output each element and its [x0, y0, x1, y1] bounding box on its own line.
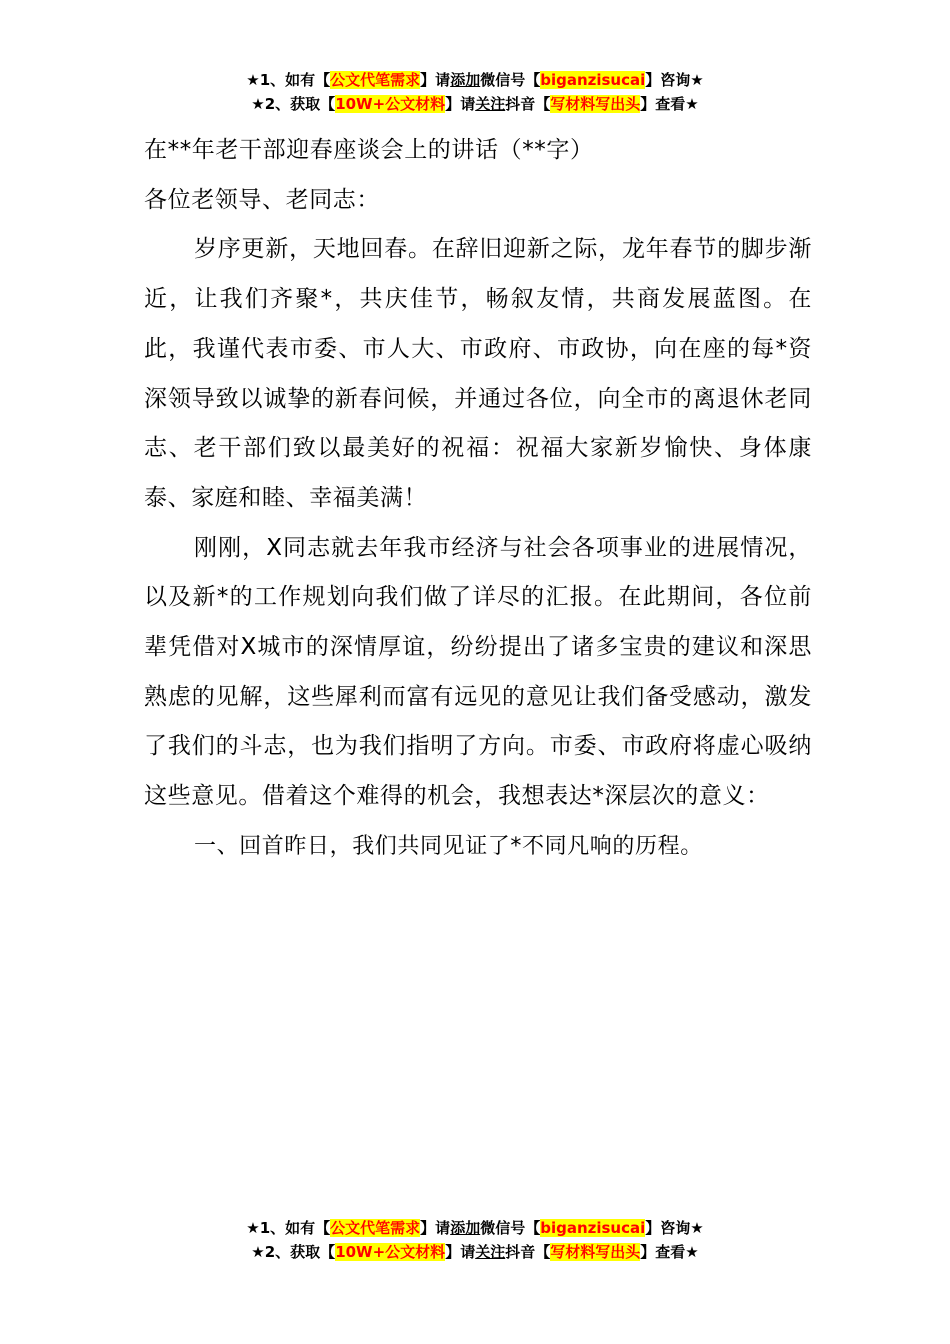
banner-line-2 — [0, 92, 950, 116]
document-title: 在**年老干部迎春座谈会上的讲话（**字） — [144, 137, 594, 163]
banner-text: ★2、获取【 — [251, 95, 336, 113]
document-body — [144, 126, 812, 872]
banner-underlined-text: 添加 — [450, 71, 481, 89]
banner-text: 】请 — [420, 71, 451, 89]
banner-text: 】请 — [445, 1243, 476, 1261]
paragraph: 岁序更新，天地回春。在辞旧迎新之际，龙年春节的脚步渐近，让我们齐聚*，共庆佳节，畅叙友情，共商发展蓝图。在此，我谨代表市委、市人大、市政府、市政协，向在座的每*资深领导致以诚挚的新春问候，并通过各位，向全市的离退休老同志、老干部们致以最美好的祝福：祝福大家新岁愉快、身体康泰、家庭和睦、幸福美满！ — [144, 236, 812, 511]
bottom-banner — [0, 1216, 950, 1264]
banner-underlined-text: 关注 — [475, 95, 506, 113]
banner-highlight: 10W+公文材料 — [335, 95, 446, 113]
banner-highlight: 10W+公文材料 — [335, 1243, 446, 1261]
banner-text: ★2、获取【 — [251, 1243, 336, 1261]
banner-highlight: 公文代笔需求 — [330, 1219, 421, 1237]
banner-highlight: biganzisucai — [540, 1219, 646, 1237]
banner-text: 】请 — [420, 1219, 451, 1237]
banner-text: 】查看★ — [640, 95, 699, 113]
banner-line-2 — [0, 1240, 950, 1264]
banner-highlight: biganzisucai — [540, 71, 646, 89]
banner-highlight: 写材料写出头 — [550, 95, 641, 113]
paragraph: 刚刚，X同志就去年我市经济与社会各项事业的进展情况，以及新*的工作规划向我们做了详尽的汇报。在此期间，各位前辈凭借对X城市的深情厚谊，纷纷提出了诸多宝贵的建议和深思熟虑的见解，这些犀利而富有远见的意见让我们备受感动，激发了我们的斗志，也为我们指明了方向。市委、市政府将虚心吸纳这些意见。借着这个难得的机会，我想表达*深层次的意义： — [144, 534, 812, 810]
banner-line-1 — [0, 68, 950, 92]
banner-underlined-text: 添加 — [450, 1219, 481, 1237]
banner-line-1 — [0, 1216, 950, 1240]
banner-text: 】咨询★ — [645, 71, 704, 89]
banner-text: ★1、如有【 — [246, 71, 331, 89]
banner-underlined-text: 关注 — [475, 1243, 506, 1261]
banner-highlight: 公文代笔需求 — [330, 71, 421, 89]
section-heading: 一、回首昨日，我们共同见证了*不同凡响的历程。 — [194, 833, 703, 859]
banner-text: ★1、如有【 — [246, 1219, 331, 1237]
banner-text: 】查看★ — [640, 1243, 699, 1261]
salutation: 各位老领导、老同志： — [144, 186, 380, 213]
banner-text: 】咨询★ — [645, 1219, 704, 1237]
banner-text: 】请 — [445, 95, 476, 113]
banner-text: 微信号【 — [480, 1219, 541, 1237]
top-banner — [0, 68, 950, 116]
banner-text: 抖音【 — [505, 1243, 551, 1261]
banner-highlight: 写材料写出头 — [550, 1243, 641, 1261]
banner-text: 抖音【 — [505, 95, 551, 113]
banner-text: 微信号【 — [480, 71, 541, 89]
